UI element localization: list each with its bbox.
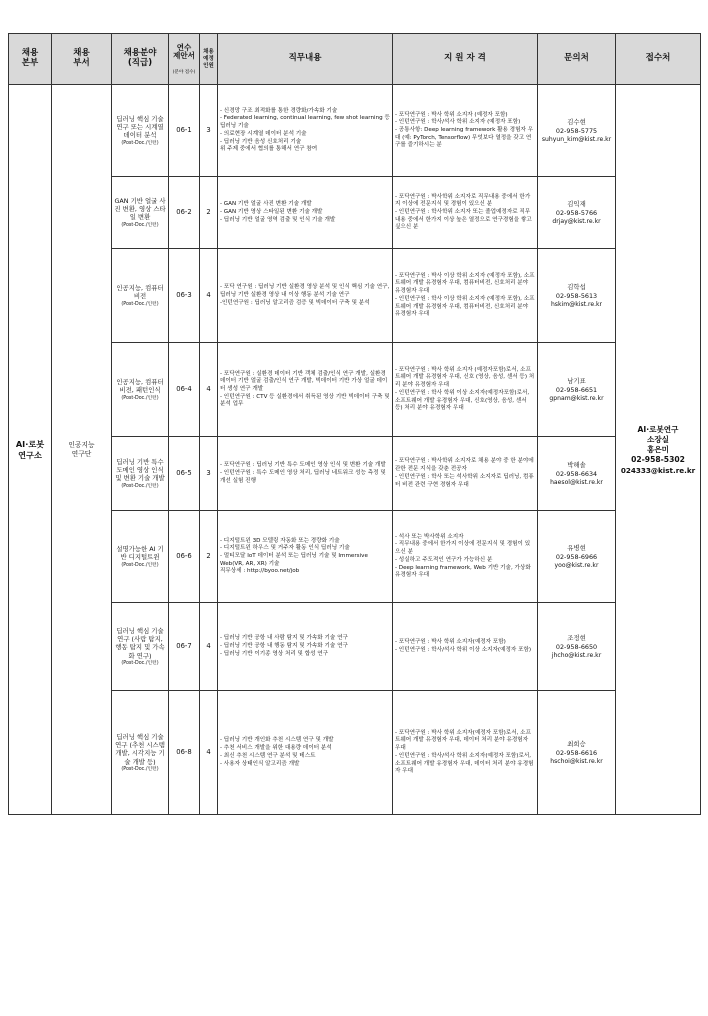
contact-email-link[interactable]: hschoi@kist.re.kr xyxy=(550,757,603,765)
table-row xyxy=(9,691,701,815)
qualification-cell xyxy=(393,603,538,691)
field-rank: (Post-Doc./인턴) xyxy=(121,483,159,489)
duty-line: - 신경망 구조 최적화를 통한 경량화/가속화 기술 xyxy=(220,107,338,114)
field-name: 인공지능, 컴퓨터비전 xyxy=(116,284,164,301)
headcount: 4 xyxy=(200,691,218,815)
duty-line: - GAN 기반 얼굴 사진 변환 기술 개발 xyxy=(220,201,312,208)
duty-line: - 멀티모달 IoT 데이터 분석 또는 딥러닝 기술 및 Immersive Web(VR, AR, XR) 기술 xyxy=(220,553,368,567)
duty-line: - Federated learning, continual learning, few shot learning 등 딥러닝 기술 xyxy=(220,115,390,130)
hq-cell: AI·로봇 연구소 xyxy=(9,85,52,815)
headcount: 2 xyxy=(200,177,218,249)
duties-cell xyxy=(218,343,393,437)
qualification-line: - 인턴연구원 : 학사학위 소지자 또는 졸업예정자로 직무내용 중에서 한가지 이상 높은 열정으로 연구경험을 쌓고 싶으신 분 xyxy=(395,209,532,231)
qualification-cell xyxy=(393,85,538,177)
duty-line: 직무상세 : http://byoo.net/job xyxy=(220,568,300,575)
duty-line: - 디지털트윈 하우스 및 거주자 활동 인식 딥러닝 기술 xyxy=(220,545,350,552)
field-name: 딥러닝 핵심 기술 연구 또는 시계열 데이터 분석 xyxy=(116,115,164,140)
contact-name: 박해솔 xyxy=(567,460,586,469)
qualification-line: - 공통사항: Deep learning framework 활용 경험자 우대 (예: PyTorch, Tensorflow) 무엇보다 열정을 갖고 연구를 즐기하시는 분 xyxy=(395,127,534,149)
headcount: 2 xyxy=(200,511,218,603)
duty-line: - 인턴연구원 : 특수 도메인 영상 처리, 딥러닝 네트워크 성능 측정 및 개선 실험 진행 xyxy=(220,470,386,484)
qualification-line: - 인턴연구원 : 학사/석사 학위 이상 소지자(예정자 포함) xyxy=(395,646,532,653)
qualification-line: - 석사 또는 박사학위 소지자 xyxy=(395,533,464,540)
duties-cell xyxy=(218,85,393,177)
proposal-code: 06-2 xyxy=(169,177,200,249)
header-field: 채용분야 (직급) xyxy=(112,34,169,85)
table-row xyxy=(9,437,701,511)
qualification-line: - 포닥연구원 : 박사 학위 소지자(예정자 포함) xyxy=(395,639,506,646)
duties-cell xyxy=(218,249,393,343)
contact-cell xyxy=(538,343,616,437)
contact-email-link[interactable]: drjay@kist.re.kr xyxy=(552,217,601,225)
contact-name: 유병현 xyxy=(567,543,586,552)
headcount: 4 xyxy=(200,249,218,343)
qualification-cell xyxy=(393,691,538,815)
qualification-cell xyxy=(393,343,538,437)
duty-line: - 사용자 상태인식 알고리즘 개발 xyxy=(220,760,300,767)
duty-line: - 포닥연구원 : 딥러닝 기반 특수 도메인 영상 인식 및 변환 기술 개발 xyxy=(220,462,386,469)
duty-line: - GAN 기반 영상 스타일된 변환 기술 개발 xyxy=(220,209,323,216)
dept-cell: 인공지능 연구단 xyxy=(52,85,112,815)
field-name: 딥러닝 기반 특수 도메인 영상 인식 및 변환 기술 개발 xyxy=(115,458,165,483)
qualification-line: - 포닥연구원 : 박사 이상 학위 소지자 (예정자 포함), 소프트웨어 개발 유경험자 우대, 컴퓨터비전, 신호처리 분야 유경험자 우대 xyxy=(395,272,535,295)
field-cell xyxy=(112,603,169,691)
field-cell xyxy=(112,511,169,603)
contact-cell xyxy=(538,511,616,603)
contact-phone: 02-958-5613 xyxy=(555,291,598,300)
qualification-line: - 인턴연구원 : 학사/석사 학위 소지자(예정자 포함)로서, 소프트웨어 개발 유경험자 우대, 데이터 처리 분야 유경험자 우대 xyxy=(395,752,534,775)
field-name: 딥러닝 핵심 기술 연구 (사람 탐지, 행동 탐지 및 가속화 연구) xyxy=(115,626,165,660)
qualification-line: - 인턴연구원 : 학사 또는 석사학위 소지자로 딥러닝, 컴퓨터 비전 관련 구현 경험자 우대 xyxy=(395,473,534,488)
headcount: 4 xyxy=(200,603,218,691)
duty-line: - 딥러닝 기반 음성 신호처리 기술 xyxy=(220,138,302,145)
contact-phone: 02-958-5766 xyxy=(555,208,598,217)
field-rank: (Post-Doc./인턴) xyxy=(121,301,159,307)
field-rank: (Post-Doc./인턴) xyxy=(121,395,159,401)
field-cell xyxy=(112,249,169,343)
contact-email-link[interactable]: gpnam@kist.re.kr xyxy=(549,394,604,402)
table-body xyxy=(9,85,701,815)
proposal-code: 06-6 xyxy=(169,511,200,603)
field-name: GAN 기반 얼굴 사진 변환, 영상 스타일 변환 xyxy=(114,197,166,222)
contact-phone: 02-958-6634 xyxy=(555,469,598,478)
contact-phone: 02-958-6966 xyxy=(555,552,598,561)
headcount: 3 xyxy=(200,437,218,511)
header-duties: 직무내용 xyxy=(218,34,393,85)
apply-email-link[interactable]: 024333@kist.re.kr xyxy=(620,465,696,475)
contact-email-link[interactable]: haesol@kist.re.kr xyxy=(550,478,603,486)
duties-cell xyxy=(218,691,393,815)
contact-name: 최희승 xyxy=(567,739,586,748)
contact-name: 김학섭 xyxy=(567,282,586,291)
contact-phone: 02-958-6616 xyxy=(555,748,598,757)
headcount: 3 xyxy=(200,85,218,177)
duty-line: - 딥러닝 기반 공항 내 행동 탐지 및 가속화 기술 연구 xyxy=(220,643,348,650)
header-proposal-sub: (분야 점수) xyxy=(172,69,196,75)
contact-email-link[interactable]: yoo@kist.re.kr xyxy=(554,561,599,569)
contact-cell xyxy=(538,249,616,343)
contact-name: 남기표 xyxy=(567,376,586,385)
recruitment-table xyxy=(8,33,701,815)
field-name: 딥러닝 핵심 기술 연구 (추천 시스템 개발, 시각지능 기술 개발 등) xyxy=(115,732,165,766)
table-row xyxy=(9,343,701,437)
contact-email-link[interactable]: suhyun_kim@kist.re.kr xyxy=(541,135,612,143)
qualification-line: - 인턴연구원 : 학사/석사 학위 소지자 (예정자 포함) xyxy=(395,119,521,126)
contact-cell xyxy=(538,177,616,249)
contact-phone: 02-958-6650 xyxy=(555,642,598,651)
contact-name: 김익재 xyxy=(567,199,586,208)
proposal-code: 06-4 xyxy=(169,343,200,437)
apply-line: AI·로봇연구 xyxy=(637,424,679,434)
headcount: 4 xyxy=(200,343,218,437)
duty-line: - 딥러닝 기반 얼굴 영역 검출 및 인식 기술 개발 xyxy=(220,216,336,223)
header-proposal-label: 연수 제안서 xyxy=(173,42,195,61)
contact-phone: 02-958-6651 xyxy=(555,385,598,394)
header-headcount: 채용 예정 인원 xyxy=(200,34,218,85)
contact-phone: 02-958-5775 xyxy=(555,126,598,135)
header-dept: 채용 부서 xyxy=(52,34,112,85)
qualification-line: - 포닥연구원 : 박사학위 소지자로 채용 분야 중 한 분야에 관한 전문 지식을 갖춘 전공자 xyxy=(395,458,534,473)
field-rank: (Post-Doc./인턴) xyxy=(121,140,159,146)
table-row xyxy=(9,603,701,691)
contact-cell xyxy=(538,603,616,691)
qualification-cell xyxy=(393,437,538,511)
duty-line: - 딥러닝 기반 이기종 영상 처리 및 합성 연구 xyxy=(220,650,329,657)
duties-cell xyxy=(218,511,393,603)
header-row xyxy=(9,34,701,85)
contact-name: 김수현 xyxy=(567,117,586,126)
qualification-line: - 포닥연구원 : 박사 학위 소지자 (예정자 포함) xyxy=(395,111,508,118)
qualification-line: - 인턴연구원 : 학사 이상 학위 소지자 (예정자 포함), 소프트웨어 개발 유경험자 우대, 컴퓨터비전, 신호처리 분야 유경험자 우대 xyxy=(395,295,535,318)
apply-line: 02-958-5302 xyxy=(631,455,685,465)
table-row xyxy=(9,249,701,343)
qualification-line: - 성실하고 주도적인 연구가 가능하신 분 xyxy=(395,556,493,563)
qualification-line: - Deep learning framework, Web 기반 기술, 가상화 유경험자 우대 xyxy=(395,564,531,579)
duty-line: - 의료현장 시계열 데이터 분석 기술 xyxy=(220,130,307,137)
duty-line: - 딥러닝 기반 개인화 추천 시스템 연구 및 개발 xyxy=(220,737,334,744)
qualification-line: - 포닥연구원 : 박사 학위 소지자(예정자 포함)로서, 소프트웨어 개발 유경험자 우대, 데이터 처리 분야 유경험자 우대 xyxy=(395,729,531,752)
field-rank: (Post-Doc./인턴) xyxy=(121,222,159,228)
field-cell xyxy=(112,437,169,511)
header-apply: 접수처 xyxy=(616,34,701,85)
duties-cell xyxy=(218,177,393,249)
field-name: 설명가능한 AI 기반 디지털트윈 xyxy=(116,545,164,562)
proposal-code: 06-1 xyxy=(169,85,200,177)
field-rank: (Post-Doc./인턴) xyxy=(121,766,159,772)
table-row xyxy=(9,177,701,249)
proposal-code: 06-3 xyxy=(169,249,200,343)
duty-line: - 포닥연구원 : 실환경 데이터 기반 객체 검출/인식 연구 개발, 실환경 데이터 기반 얼굴 검출/인식 연구 개발, 빅데이터 기반 가상 얼굴 데이터 생성 연구 개발 xyxy=(220,370,388,393)
duties-cell xyxy=(218,437,393,511)
duty-line: - 포닥 연구원 : 딥러닝 기반 실환경 영상 분석 및 인식 핵심 기술 연구, 딥러닝 기반 실환경 영상 내 이상 행동 분석 기술 연구 xyxy=(220,284,390,299)
contact-name: 조정현 xyxy=(567,633,586,642)
contact-email-link[interactable]: hskim@kist.re.kr xyxy=(550,300,603,308)
field-rank: (Post-Doc./인턴) xyxy=(121,660,159,666)
duty-line: 위 주제 중에서 협의를 통해서 연구 참여 xyxy=(220,146,318,153)
table-row xyxy=(9,511,701,603)
contact-cell xyxy=(538,85,616,177)
header-contact: 문의처 xyxy=(538,34,616,85)
table-row xyxy=(9,85,701,177)
qualification-line: - 직무내용 중에서 한가지 이상에 전문지식 및 경험이 있으신 분 xyxy=(395,541,531,556)
qualification-cell xyxy=(393,177,538,249)
duties-cell xyxy=(218,603,393,691)
qualification-line: - 포닥연구원 : 박사학위 소지자로 직무내용 중에서 한가지 이상에 전문지식 및 경험이 있으신 분 xyxy=(395,193,531,208)
qualification-cell xyxy=(393,249,538,343)
header-qualification: 지 원 자 격 xyxy=(393,34,538,85)
field-cell xyxy=(112,691,169,815)
field-name: 인공지능, 컴퓨터 비전, 패턴인식 xyxy=(116,378,164,395)
duty-line: -인턴연구원 : 딥러닝 알고리즘 검증 및 빅데이터 구축 및 분석 xyxy=(220,299,370,306)
field-cell xyxy=(112,85,169,177)
field-cell xyxy=(112,177,169,249)
proposal-code: 06-8 xyxy=(169,691,200,815)
duty-line: - 딥러닝 기반 공항 내 사람 탐지 및 가속화 기술 연구 xyxy=(220,635,348,642)
proposal-code: 06-5 xyxy=(169,437,200,511)
contact-email-link[interactable]: jhcho@kist.re.kr xyxy=(551,651,602,659)
contact-cell xyxy=(538,437,616,511)
duty-line: - 추천 서비스 개발을 위한 대용량 데이터 분석 xyxy=(220,745,332,752)
qualification-line: - 인턴연구원 : 학사 학위 이상 소지자(예정자포함)로서, 소프트웨어 개발 유경험자 우대, 신호(영상, 음성, 센서 등) 처리 분야 유경험자 우대 xyxy=(395,389,530,412)
apply-cell xyxy=(616,85,701,815)
qualification-line: - 포닥연구원 : 박사 학위 소지자 (예정자포함)로서, 소프트웨어 개발 유경험자 우대, 신호 (영상, 음성, 센서 등) 처리 분야 유경험자 우대 xyxy=(395,366,535,389)
field-rank: (Post-Doc./인턴) xyxy=(121,562,159,568)
header-hq: 채용 본부 xyxy=(9,34,52,85)
duty-line: - 디지털트윈 3D 모델링 자동화 또는 경량화 기술 xyxy=(220,537,340,544)
apply-line: 홍은미 xyxy=(646,445,669,455)
duty-line: - 인턴연구원 : CTV 등 실환경에서 취득된 영상 기반 빅데이터 구축 및 분석 업무 xyxy=(220,393,390,408)
contact-cell xyxy=(538,691,616,815)
proposal-code: 06-7 xyxy=(169,603,200,691)
duty-line: - 최신 추천 시스템 연구 분석 및 테스트 xyxy=(220,752,316,759)
header-proposal xyxy=(169,34,200,85)
apply-line: 소장실 xyxy=(646,434,669,444)
field-cell xyxy=(112,343,169,437)
qualification-cell xyxy=(393,511,538,603)
